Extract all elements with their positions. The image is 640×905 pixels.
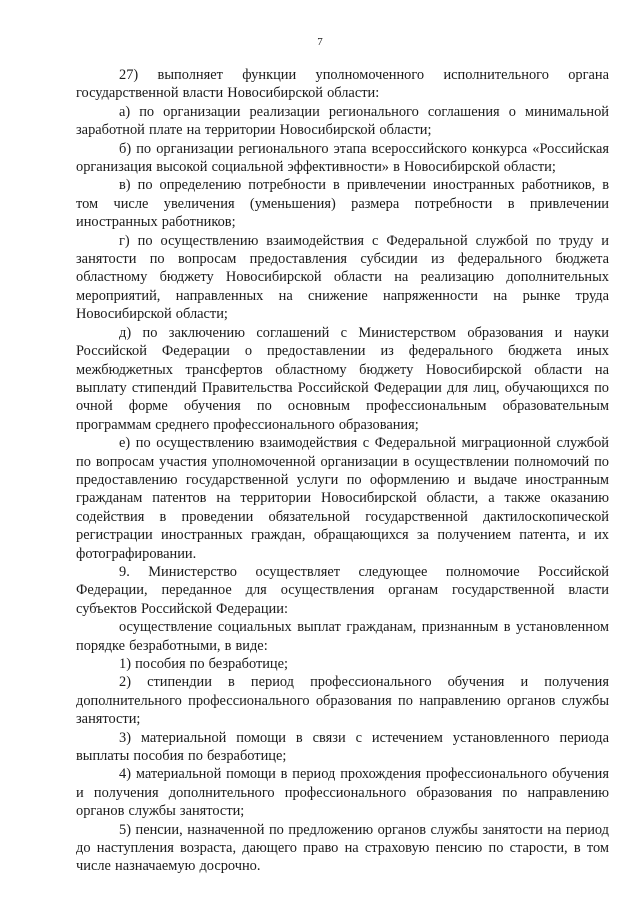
paragraph-list-item-5: 5) пенсии, назначенной по предложению органов службы занятости на период до наступления возраста, дающего право на страховую пенсию по старости, в том числе назначаемую досрочно. bbox=[76, 821, 609, 875]
paragraph-list-item-4: 4) материальной помощи в период прохождения профессионального обучения и получения дополнительного профессионального образования по направлению органов службы занятости; bbox=[76, 766, 609, 820]
paragraph-list-item-1: 1) пособия по безработице; bbox=[119, 656, 289, 672]
page-number: 7 bbox=[317, 36, 323, 48]
paragraph-subitem-b: б) по организации регионального этапа всероссийского конкурса «Российская организация высокой социальной эффективности» в Новосибирской области; bbox=[76, 140, 609, 176]
paragraph-list-item-2: 2) стипендии в период профессионального обучения и получения дополнительного профессионального образования по направлению органов службы занятости; bbox=[76, 674, 609, 728]
paragraph-subitem-a: а) по организации реализации регионального соглашения о минимальной заработной плате на территории Новосибирской области; bbox=[76, 103, 609, 139]
paragraph-section-9: 9. Министерство осуществляет следующее полномочие Российской Федерации, переданное для осуществления органам государственной власти субъектов Российской Федерации: bbox=[76, 563, 609, 617]
paragraph-list-item-3: 3) материальной помощи в связи с истечением установленного периода выплаты пособия по безработице; bbox=[76, 729, 609, 765]
paragraph-item-27: 27) выполняет функции уполномоченного исполнительного органа государственной власти Новосибирской области: bbox=[76, 67, 609, 102]
paragraph-subitem-d: д) по заключению соглашений с Министерством образования и науки Российской Федерации о предоставлении из федерального бюджета иных межбюджетных трансфертов областному бюджету Новосибирской области на выплату стипендий Правительства Российской Федерации для лиц, обучающихся по очной форме обучения по основным профессиональным образовательным программам среднего профессионального образования; bbox=[76, 324, 609, 433]
document-body bbox=[76, 66, 609, 876]
paragraph-subitem-e: е) по осуществлению взаимодействия с Федеральной миграционной службой по вопросам участия уполномоченной организации в осуществлении полномочий по предоставлению государственной услуги по оформлению и выдаче иностранным гражданам патентов на территории Новосибирской области, а также оказанию содействия в проведении обязательной государственной дактилоскопической регистрации иностранных граждан, обращающихся за получением патента, и их фотографировании. bbox=[76, 435, 609, 562]
paragraph-subitem-v: в) по определению потребности в привлечении иностранных работников, в том числе увеличения (уменьшения) размера потребности в привлечении иностранных работников; bbox=[76, 177, 609, 231]
paragraph-subitem-g: г) по осуществлению взаимодействия с Федеральной службой по труду и занятости по вопросам предоставления субсидии из федерального бюджета областному бюджету Новосибирской области на реализацию дополнительных мероприятий, направленных на снижение напряженности на рынке труда Новосибирской области; bbox=[76, 232, 609, 323]
paragraph-social-payments: осуществление социальных выплат гражданам, признанным в установленном порядке безработными, в виде: bbox=[76, 619, 609, 654]
